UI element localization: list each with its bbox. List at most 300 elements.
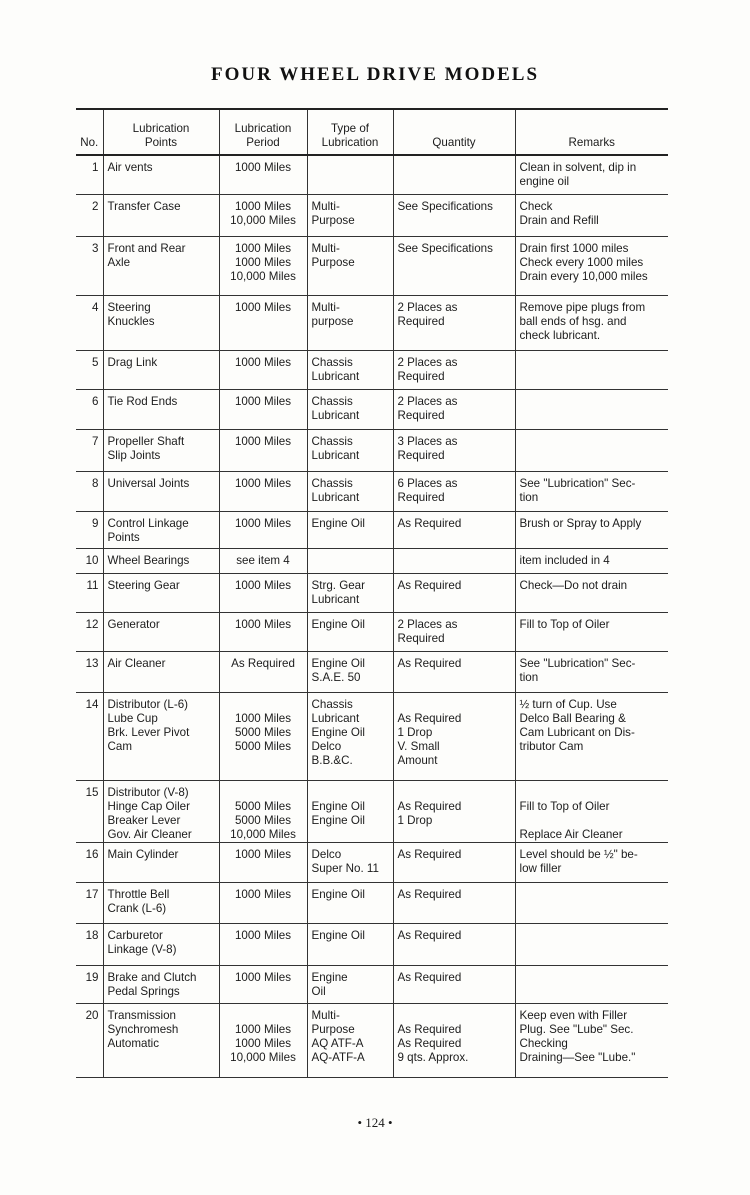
header-period: Lubrication Period [219,109,307,155]
cell-quantity [393,573,515,612]
cell-line: Chassis [311,697,353,711]
table-row [76,923,668,965]
cell-line: Keep even with Filler [519,1008,628,1022]
cell-line: Propeller Shaft [107,434,185,448]
cell-remarks [515,923,668,965]
cell-line: As Required [397,656,462,670]
cell-line: Checking [519,1036,568,1050]
cell-line: AQ-ATF-A [311,1050,365,1064]
cell-line: 1 Drop [397,813,433,827]
cell-points [103,350,219,389]
cell-line: Delco Ball Bearing & [519,711,626,725]
table-row [76,511,668,548]
cell-type [307,780,393,842]
cell-no: 3 [76,236,103,295]
cell-line [398,1009,511,1023]
cell-line: Multi- [311,199,340,213]
cell-line: Drain first 1000 miles [519,241,629,255]
header-type: Type of Lubrication [307,109,393,155]
cell-remarks [515,155,668,194]
cell-period [219,780,307,842]
table-row [76,389,668,429]
cell-type [307,471,393,511]
cell-period [219,651,307,692]
cell-no: 10 [76,548,103,573]
cell-period [219,429,307,471]
cell-no: 18 [76,923,103,965]
cell-no: 1 [76,155,103,194]
cell-line: Crank (L-6) [107,901,167,915]
cell-remarks [515,511,668,548]
header-no: No. [76,109,103,155]
cell-points [103,389,219,429]
cell-line: As Required [397,928,462,942]
cell-line: As Required [231,656,295,670]
cell-quantity [393,350,515,389]
cell-line: Engine Oil [311,656,365,670]
cell-line [224,786,303,800]
cell-line: 5000 Miles [234,739,292,753]
cell-quantity [393,651,515,692]
cell-period [219,692,307,780]
cell-line: Engine Oil [311,516,365,530]
cell-remarks [515,236,668,295]
cell-line [520,814,665,828]
cell-quantity [393,612,515,651]
table-body [76,155,668,1077]
cell-points [103,1003,219,1077]
cell-type [307,612,393,651]
cell-line: Axle [107,255,131,269]
cell-line: 1000 Miles [234,199,292,213]
cell-remarks [515,194,668,236]
cell-remarks [515,780,668,842]
cell-type [307,511,393,548]
cell-line: Chassis [311,434,353,448]
cell-type [307,692,393,780]
cell-period [219,471,307,511]
cell-line: 1000 Miles [234,434,292,448]
cell-line: Required [397,631,445,645]
cell-type [307,194,393,236]
cell-line: 1000 Miles [234,241,292,255]
cell-remarks [515,965,668,1003]
table-row [76,692,668,780]
table-row [76,155,668,194]
cell-period [219,882,307,923]
table-row [76,1003,668,1077]
cell-line: Plug. See "Lube" Sec. [519,1022,634,1036]
cell-line: Level should be ½" be- [519,847,638,861]
cell-line: Wheel Bearings [107,553,190,567]
cell-line: Lubricant [311,369,360,383]
cell-line: Brk. Lever Pivot [107,725,190,739]
cell-line: Knuckles [107,314,155,328]
cell-line: Cam Lubricant on Dis- [519,725,635,739]
cell-line: As Required [397,1036,462,1050]
header-quantity: Quantity [393,109,515,155]
cell-line: Slip Joints [107,448,161,462]
cell-line: Transmission [107,1008,177,1022]
cell-line: Check [519,199,553,213]
cell-points [103,236,219,295]
cell-period [219,842,307,882]
cell-type [307,882,393,923]
cell-line: Clean in solvent, dip in [519,161,637,174]
table-row [76,295,668,350]
table-row [76,651,668,692]
header-points: Lubrication Points [103,109,219,155]
cell-no: 14 [76,692,103,780]
cell-type [307,923,393,965]
cell-line: Purpose [311,1022,355,1036]
cell-line: 1000 Miles [234,1036,292,1050]
cell-remarks [515,842,668,882]
cell-line: 1000 Miles [234,847,292,861]
table-row [76,194,668,236]
cell-period [219,965,307,1003]
cell-line: Automatic [107,1036,160,1050]
cell-line: Required [397,408,445,422]
cell-line: Chassis [311,394,353,408]
cell-type [307,842,393,882]
cell-line [224,1009,303,1023]
cell-quantity [393,194,515,236]
cell-period [219,923,307,965]
cell-line: Check—Do not drain [519,578,628,592]
cell-line: 1000 Miles [234,255,292,269]
cell-line: Amount [397,753,438,767]
cell-quantity [393,692,515,780]
cell-no: 16 [76,842,103,882]
cell-line: 10,000 Miles [230,213,296,227]
cell-period [219,295,307,350]
cell-line: 1000 Miles [234,970,292,984]
cell-type [307,389,393,429]
cell-type [307,651,393,692]
cell-line: As Required [397,516,462,530]
cell-line: Synchromesh [107,1022,179,1036]
cell-line: tion [519,670,539,684]
cell-line: Required [397,490,445,504]
cell-line: Air Cleaner [107,656,166,670]
cell-no: 19 [76,965,103,1003]
cell-line: Distributor (V-8) [107,785,189,799]
cell-line: 2 Places as [397,300,458,314]
cell-no: 5 [76,350,103,389]
cell-line: Engine Oil [311,813,365,827]
cell-line: B.B.&C. [311,753,353,767]
table-header-row [76,109,668,155]
cell-line: 2 Places as [397,355,458,369]
table-row [76,612,668,651]
cell-remarks [515,389,668,429]
cell-line: As Required [397,578,462,592]
cell-type [307,573,393,612]
cell-line: 1000 Miles [234,1022,292,1036]
cell-line: Remove pipe plugs from [519,300,646,314]
cell-line: low filler [519,861,562,875]
cell-line: Oil [311,984,326,998]
cell-line: Multi- [311,241,340,255]
cell-line: Strg. Gear [311,578,365,592]
cell-period [219,194,307,236]
page-title: FOUR WHEEL DRIVE MODELS [210,64,540,85]
table-row [76,573,668,612]
cell-line: AQ ATF-A [311,1036,364,1050]
cell-period [219,1003,307,1077]
cell-line [398,786,511,800]
cell-line: Front and Rear [107,241,186,255]
cell-line [398,698,511,712]
cell-line: Engine [311,970,348,984]
cell-line: Generator [107,617,160,631]
cell-line: Fill to Top of Oiler [519,799,610,813]
cell-line: Main Cylinder [107,847,179,861]
table-row [76,471,668,511]
cell-line: 6 Places as [397,476,458,490]
cell-line [520,786,665,800]
cell-line: 1000 Miles [234,887,292,901]
cell-line: ball ends of hsg. and [519,314,627,328]
cell-no: 8 [76,471,103,511]
cell-points [103,548,219,573]
cell-line: Drag Link [107,355,158,369]
cell-line: Super No. 11 [311,861,379,875]
cell-line: As Required [397,799,462,813]
cell-line: Lubricant [311,490,360,504]
cell-points [103,471,219,511]
cell-points [103,155,219,194]
cell-line: 1000 Miles [234,355,292,369]
cell-line: Chassis [311,476,353,490]
cell-line: Linkage (V-8) [107,942,177,956]
cell-remarks [515,612,668,651]
cell-line: Distributor (L-6) [107,697,189,711]
cell-type [307,155,393,194]
cell-quantity [393,236,515,295]
cell-line: 5000 Miles [234,725,292,739]
cell-points [103,651,219,692]
cell-line: 1000 Miles [234,300,292,314]
cell-line: See "Lubrication" Sec- [519,656,636,670]
cell-line: Engine Oil [311,799,365,813]
cell-period [219,511,307,548]
cell-type [307,548,393,573]
cell-type [307,1003,393,1077]
cell-no: 20 [76,1003,103,1077]
cell-line: tributor Cam [519,739,584,753]
cell-period [219,548,307,573]
cell-line: Chassis [311,355,353,369]
table-row [76,548,668,573]
cell-line [224,698,303,712]
table-row [76,842,668,882]
cell-line: Lubricant [311,448,360,462]
cell-points [103,842,219,882]
cell-no: 9 [76,511,103,548]
cell-line: Breaker Lever [107,813,181,827]
cell-line: item included in 4 [519,553,610,567]
cell-no: 15 [76,780,103,842]
table-row [76,429,668,471]
table-row [76,236,668,295]
cell-line: Steering [107,300,151,314]
cell-no: 12 [76,612,103,651]
cell-line: Throttle Bell [107,887,170,901]
cell-line: 5000 Miles [234,813,292,827]
cell-period [219,155,307,194]
cell-quantity [393,429,515,471]
cell-line: see item 4 [236,553,290,567]
cell-quantity [393,155,515,194]
cell-line: 2 Places as [397,617,458,631]
cell-line: Lubricant [311,408,360,422]
cell-line: As Required [397,1022,462,1036]
cell-line: As Required [397,887,462,901]
cell-line: Lubricant [311,711,360,725]
cell-period [219,573,307,612]
cell-line: As Required [397,711,462,725]
cell-quantity [393,471,515,511]
cell-remarks [515,1003,668,1077]
cell-line: Transfer Case [107,199,181,213]
cell-line: V. Small [397,739,440,753]
cell-line: Cam [107,739,132,753]
cell-period [219,350,307,389]
cell-remarks [515,471,668,511]
cell-remarks [515,692,668,780]
cell-line: Draining—See "Lube." [519,1050,636,1064]
cell-line: Tie Rod Ends [107,394,178,408]
cell-type [307,965,393,1003]
cell-line: Engine Oil [311,725,365,739]
cell-line: Lubricant [311,592,360,606]
cell-line: Required [397,369,445,383]
cell-line: Carburetor [107,928,163,942]
cell-line: ½ turn of Cup. Use [519,697,617,711]
cell-no: 13 [76,651,103,692]
cell-line: Delco [311,847,342,861]
cell-quantity [393,511,515,548]
cell-line: S.A.E. 50 [311,670,361,684]
cell-line: Check every 1000 miles [519,255,644,269]
cell-points [103,965,219,1003]
cell-period [219,236,307,295]
cell-remarks [515,651,668,692]
cell-points [103,882,219,923]
cell-line: 1000 Miles [234,578,292,592]
cell-line: Gov. Air Cleaner [107,827,192,841]
cell-no: 4 [76,295,103,350]
cell-line: 9 qts. Approx. [397,1050,469,1064]
cell-points [103,511,219,548]
cell-line: Replace Air Cleaner [519,827,623,841]
cell-line: As Required [397,847,462,861]
cell-line: Engine Oil [311,617,365,631]
cell-line: purpose [311,314,354,328]
cell-remarks [515,429,668,471]
cell-line [312,786,389,800]
cell-line: 1000 Miles [234,928,292,942]
cell-remarks [515,882,668,923]
cell-no: 6 [76,389,103,429]
page-number: • 124 • [357,1115,393,1130]
cell-line: Control Linkage [107,516,189,530]
cell-quantity [393,882,515,923]
cell-line: 1000 Miles [234,516,292,530]
cell-line: Air vents [107,161,153,174]
cell-line: Delco [311,739,342,753]
cell-line: Fill to Top of Oiler [519,617,610,631]
cell-type [307,236,393,295]
cell-no: 2 [76,194,103,236]
cell-quantity [393,389,515,429]
cell-line: Purpose [311,255,355,269]
cell-line: check lubricant. [519,328,601,342]
cell-quantity [393,780,515,842]
cell-quantity [393,548,515,573]
cell-line: 1 Drop [397,725,433,739]
cell-line: engine oil [519,175,570,188]
cell-line: 10,000 Miles [230,269,296,283]
cell-quantity [393,965,515,1003]
cell-quantity [393,923,515,965]
cell-line: Steering Gear [107,578,180,592]
cell-line: Hinge Cap Oiler [107,799,190,813]
cell-line: See Specifications [397,241,493,255]
cell-line: Lube Cup [107,711,158,725]
table-row [76,882,668,923]
cell-line: 2 Places as [397,394,458,408]
table-row [76,350,668,389]
cell-line: 5000 Miles [234,799,292,813]
cell-line: 1000 Miles [234,394,292,408]
cell-line: Engine Oil [311,887,365,901]
cell-line: Drain every 10,000 miles [519,269,648,283]
cell-line: 1000 Miles [234,617,292,631]
cell-no: 17 [76,882,103,923]
cell-line: Points [107,530,140,544]
cell-points [103,780,219,842]
cell-points [103,612,219,651]
cell-points [103,923,219,965]
cell-line: See "Lubrication" Sec- [519,476,636,490]
lubrication-table [76,108,668,1078]
cell-remarks [515,295,668,350]
cell-line: Required [397,314,445,328]
cell-period [219,389,307,429]
table-row [76,780,668,842]
cell-line: As Required [397,970,462,984]
cell-points [103,194,219,236]
cell-line: Multi- [311,1008,340,1022]
cell-quantity [393,842,515,882]
cell-line: 3 Places as [397,434,458,448]
cell-period [219,612,307,651]
cell-line: 10,000 Miles [230,827,296,841]
cell-line: See Specifications [397,199,493,213]
cell-line: Multi- [311,300,340,314]
cell-line: Engine Oil [311,928,365,942]
cell-line: Pedal Springs [107,984,180,998]
cell-line: Brake and Clutch [107,970,197,984]
cell-line: 1000 Miles [234,476,292,490]
cell-remarks [515,548,668,573]
cell-line: Purpose [311,213,355,227]
cell-line: 1000 Miles [234,161,292,174]
cell-points [103,573,219,612]
